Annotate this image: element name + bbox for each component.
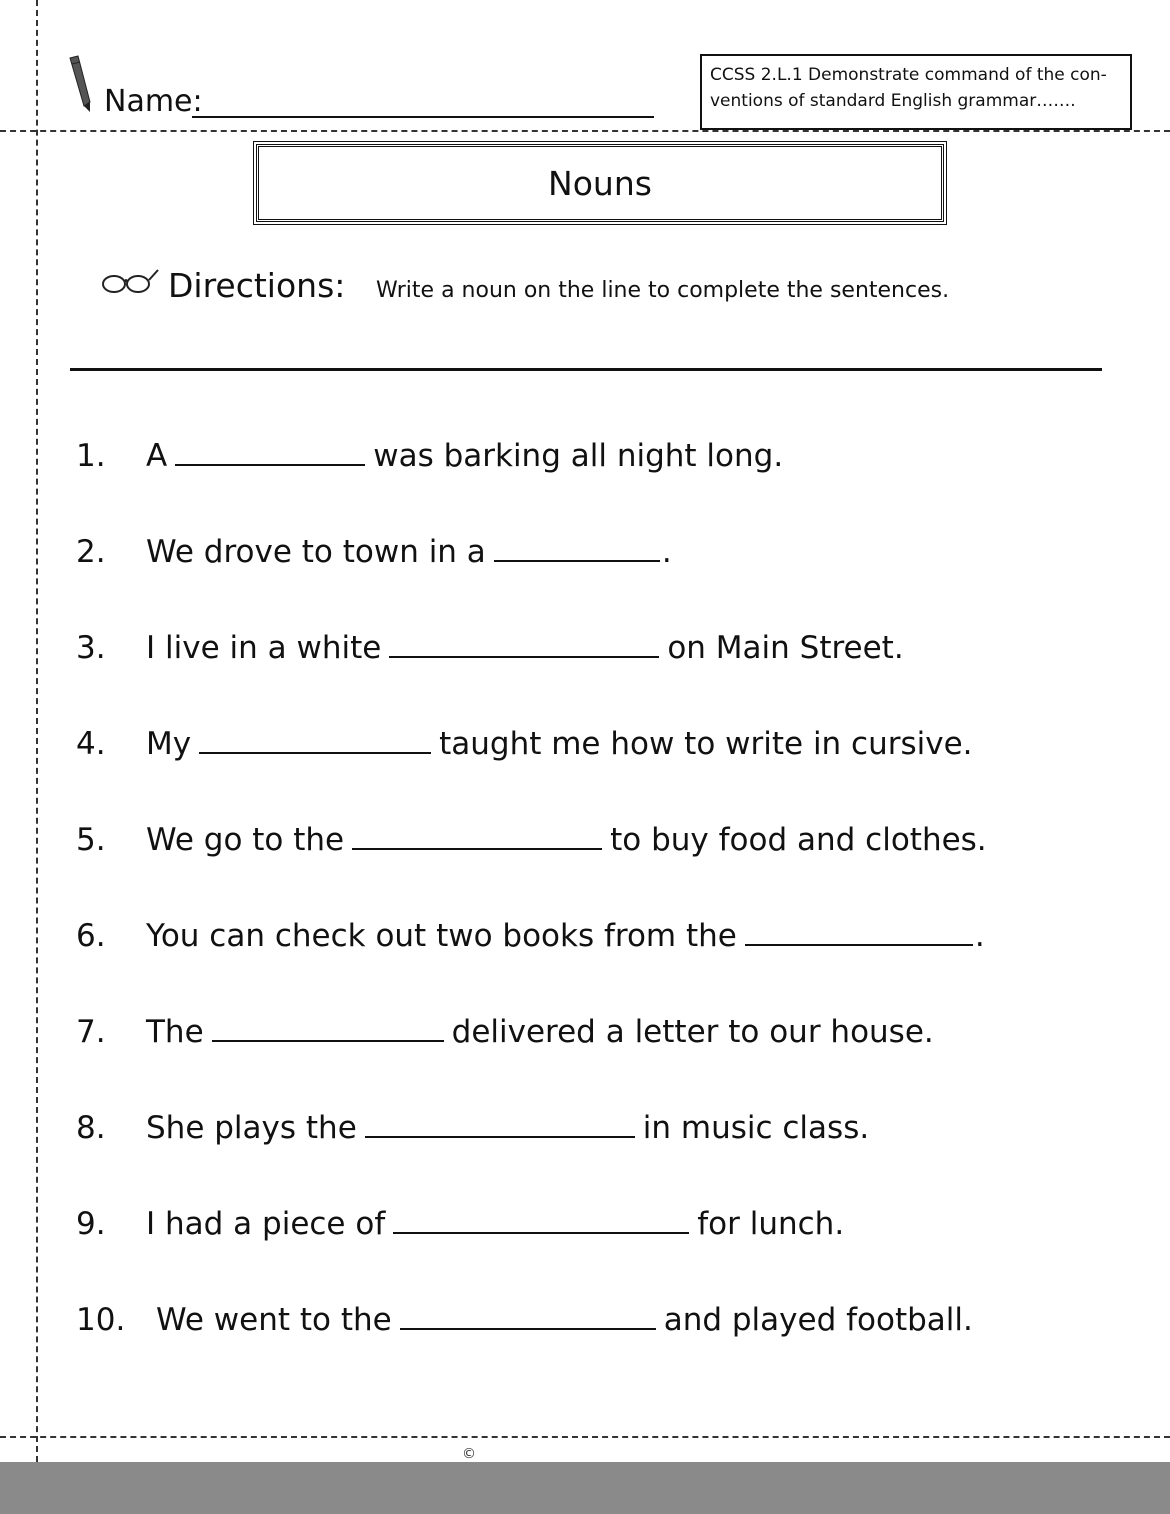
pencil-icon [66, 54, 94, 114]
sentence-number: 10. [76, 1302, 126, 1338]
sentence-number: 6. [76, 918, 106, 954]
sentence-after: . [661, 534, 672, 570]
margin-guide-bottom [0, 1436, 1170, 1438]
answer-blank[interactable] [393, 1204, 689, 1234]
sentence-number: 3. [76, 630, 106, 666]
ccss-text-line-1: CCSS 2.L.1 Demonstrate command of the con- [710, 65, 1107, 85]
sentence-after: and played football. [663, 1302, 973, 1338]
answer-blank[interactable] [352, 820, 602, 850]
ccss-standard-box [700, 54, 1132, 130]
sentence-before: My [146, 726, 192, 762]
sentence-before: We went to the [156, 1302, 392, 1338]
sentence-before: She plays the [146, 1110, 357, 1146]
name-label: Name: [104, 84, 203, 119]
glasses-icon [100, 266, 160, 296]
sentence-after: in music class. [642, 1110, 870, 1146]
sentence-before: You can check out two books from the [146, 918, 737, 954]
sentence-before: I had a piece of [146, 1206, 386, 1242]
sentence-after: taught me how to write in cursive. [439, 726, 973, 762]
worksheet-title: Nouns [256, 144, 944, 222]
sentence-number: 5. [76, 822, 106, 858]
margin-guide-top [0, 130, 1170, 132]
bottom-gray-bar [0, 1462, 1170, 1514]
answer-blank[interactable] [365, 1108, 635, 1138]
sentence-after: delivered a letter to our house. [451, 1014, 934, 1050]
sentence-before: We drove to town in a [146, 534, 486, 570]
sentence-after: on Main Street. [667, 630, 904, 666]
sentence-number: 2. [76, 534, 106, 570]
sentence-number: 9. [76, 1206, 106, 1242]
sentence-number: 8. [76, 1110, 106, 1146]
directions-text: Write a noun on the line to complete the sentences. [376, 278, 950, 303]
sentence-after: . [974, 918, 985, 954]
directions-label: Directions: [168, 266, 346, 305]
answer-blank[interactable] [199, 724, 431, 754]
answer-blank[interactable] [389, 628, 659, 658]
answer-blank[interactable] [494, 532, 660, 562]
sentence-before: The [146, 1014, 204, 1050]
sentence-after: to buy food and clothes. [610, 822, 987, 858]
sentence-before: A [146, 438, 168, 474]
footer-copyright: © [462, 1446, 476, 1462]
answer-blank[interactable] [400, 1300, 656, 1330]
sentence-number: 4. [76, 726, 106, 762]
sentence-after: was barking all night long. [373, 438, 784, 474]
answer-blank[interactable] [175, 436, 365, 466]
sentence-number: 7. [76, 1014, 106, 1050]
sentence-before: I live in a white [146, 630, 382, 666]
directions-rule [70, 368, 1102, 371]
margin-guide-vertical [36, 0, 38, 1462]
answer-blank[interactable] [745, 916, 973, 946]
name-field-line[interactable] [192, 116, 654, 118]
ccss-text-line-2: ventions of standard English grammar……. [710, 91, 1076, 111]
sentence-after: for lunch. [697, 1206, 845, 1242]
sentence-number: 1. [76, 438, 106, 474]
answer-blank[interactable] [212, 1012, 444, 1042]
sentence-before: We go to the [146, 822, 345, 858]
